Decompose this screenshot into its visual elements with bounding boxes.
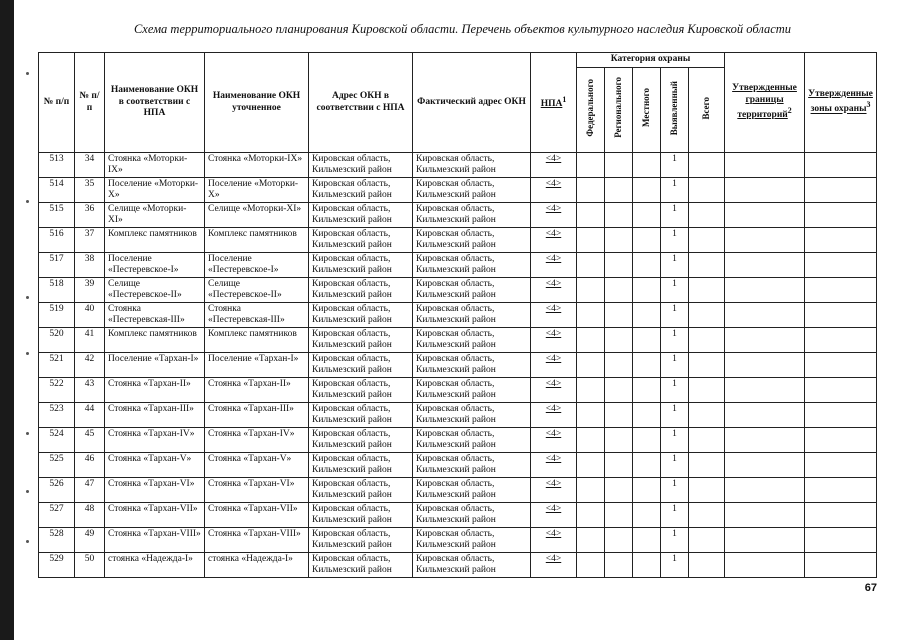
object-name-refined-cell: Селище «Пестеревское-II» <box>205 278 309 303</box>
federal-cell <box>577 503 605 528</box>
row-subnumber-cell: 35 <box>75 178 105 203</box>
local-cell <box>633 378 661 403</box>
npa-link-cell[interactable]: <4> <box>531 153 577 178</box>
table-row <box>39 403 877 428</box>
local-cell <box>633 203 661 228</box>
address-actual-cell: Кировская область, Кильмезский район <box>413 478 531 503</box>
address-npa-cell: Кировская область, Кильмезский район <box>309 453 413 478</box>
approved-zones-cell <box>805 278 877 303</box>
approved-borders-cell <box>725 228 805 253</box>
npa-link-cell[interactable]: <4> <box>531 353 577 378</box>
object-name-refined-cell: Поселение «Тархан-I» <box>205 353 309 378</box>
identified-cell: 1 <box>661 153 689 178</box>
row-subnumber-cell: 41 <box>75 328 105 353</box>
row-subnumber-cell: 39 <box>75 278 105 303</box>
approved-borders-cell <box>725 403 805 428</box>
object-name-cell: Стоянка «Пестеревская-III» <box>105 303 205 328</box>
total-cell <box>689 153 725 178</box>
local-cell <box>633 278 661 303</box>
header-name-npa: Наименование ОКН в соответствии с НПА <box>105 53 205 153</box>
total-cell <box>689 178 725 203</box>
approved-zones-cell <box>805 453 877 478</box>
npa-link-cell[interactable]: <4> <box>531 203 577 228</box>
local-cell <box>633 303 661 328</box>
total-cell <box>689 503 725 528</box>
row-number-cell: 528 <box>39 528 75 553</box>
header-address-actual: Фактический адрес ОКН <box>413 53 531 153</box>
header-local: Местного <box>633 68 661 153</box>
regional-cell <box>605 278 633 303</box>
header-approved-zones: Утвержденные зоны охраны$^3$ <box>805 53 877 153</box>
federal-cell <box>577 553 605 578</box>
approved-borders-cell <box>725 503 805 528</box>
approved-borders-cell <box>725 478 805 503</box>
federal-cell <box>577 528 605 553</box>
object-name-refined-cell: Стоянка «Тархан-II» <box>205 378 309 403</box>
approved-borders-cell <box>725 203 805 228</box>
approved-borders-cell <box>725 528 805 553</box>
npa-link-cell[interactable]: <4> <box>531 453 577 478</box>
address-npa-cell: Кировская область, Кильмезский район <box>309 553 413 578</box>
npa-link-cell[interactable]: <4> <box>531 478 577 503</box>
address-actual-cell: Кировская область, Кильмезский район <box>413 153 531 178</box>
object-name-cell: Стоянка «Тархан-II» <box>105 378 205 403</box>
table-row <box>39 178 877 203</box>
object-name-cell: Стоянка «Тархан-VI» <box>105 478 205 503</box>
row-subnumber-cell: 42 <box>75 353 105 378</box>
federal-cell <box>577 453 605 478</box>
federal-cell <box>577 403 605 428</box>
row-number-cell: 520 <box>39 328 75 353</box>
regional-cell <box>605 378 633 403</box>
total-cell <box>689 303 725 328</box>
local-cell <box>633 153 661 178</box>
address-npa-cell: Кировская область, Кильмезский район <box>309 203 413 228</box>
object-name-refined-cell: Стоянка «Тархан-IV» <box>205 428 309 453</box>
identified-cell: 1 <box>661 328 689 353</box>
total-cell <box>689 203 725 228</box>
header-npa: НПА$^1$ <box>531 53 577 153</box>
approved-zones-cell <box>805 478 877 503</box>
table-row <box>39 303 877 328</box>
federal-cell <box>577 153 605 178</box>
identified-cell: 1 <box>661 478 689 503</box>
regional-cell <box>605 428 633 453</box>
row-number-cell: 518 <box>39 278 75 303</box>
table-row <box>39 428 877 453</box>
address-actual-cell: Кировская область, Кильмезский район <box>413 553 531 578</box>
object-name-refined-cell: Стоянка «Тархан-VII» <box>205 503 309 528</box>
approved-zones-cell <box>805 328 877 353</box>
address-actual-cell: Кировская область, Кильмезский район <box>413 528 531 553</box>
address-npa-cell: Кировская область, Кильмезский район <box>309 478 413 503</box>
address-npa-cell: Кировская область, Кильмезский район <box>309 378 413 403</box>
address-actual-cell: Кировская область, Кильмезский район <box>413 378 531 403</box>
row-number-cell: 524 <box>39 428 75 453</box>
total-cell <box>689 353 725 378</box>
table-row <box>39 153 877 178</box>
object-name-cell: Поселение «Тархан-I» <box>105 353 205 378</box>
header-num-pp-1: № п/п <box>39 53 75 153</box>
object-name-cell: стоянка «Надежда-I» <box>105 553 205 578</box>
local-cell <box>633 503 661 528</box>
address-actual-cell: Кировская область, Кильмезский район <box>413 403 531 428</box>
regional-cell <box>605 478 633 503</box>
address-npa-cell: Кировская область, Кильмезский район <box>309 428 413 453</box>
federal-cell <box>577 178 605 203</box>
approved-zones-cell <box>805 378 877 403</box>
regional-cell <box>605 328 633 353</box>
federal-cell <box>577 353 605 378</box>
identified-cell: 1 <box>661 253 689 278</box>
regional-cell <box>605 253 633 278</box>
regional-cell <box>605 353 633 378</box>
table-row <box>39 253 877 278</box>
regional-cell <box>605 228 633 253</box>
regional-cell <box>605 553 633 578</box>
npa-link-cell[interactable]: <4> <box>531 553 577 578</box>
federal-cell <box>577 478 605 503</box>
local-cell <box>633 178 661 203</box>
identified-cell: 1 <box>661 403 689 428</box>
row-subnumber-cell: 46 <box>75 453 105 478</box>
regional-cell <box>605 453 633 478</box>
object-name-refined-cell: Стоянка «Тархан-V» <box>205 453 309 478</box>
header-address-npa: Адрес ОКН в соответствии с НПА <box>309 53 413 153</box>
table-row <box>39 528 877 553</box>
object-name-refined-cell: стоянка «Надежда-I» <box>205 553 309 578</box>
row-number-cell: 527 <box>39 503 75 528</box>
object-name-cell: Комплекс памятников <box>105 328 205 353</box>
regional-cell <box>605 403 633 428</box>
local-cell <box>633 353 661 378</box>
address-actual-cell: Кировская область, Кильмезский район <box>413 453 531 478</box>
approved-borders-cell <box>725 378 805 403</box>
object-name-refined-cell: Стоянка «Тархан-VI» <box>205 478 309 503</box>
regional-cell <box>605 178 633 203</box>
table-row <box>39 328 877 353</box>
npa-link-cell[interactable]: <4> <box>531 503 577 528</box>
table-row <box>39 553 877 578</box>
row-number-cell: 513 <box>39 153 75 178</box>
npa-link-cell[interactable]: <4> <box>531 278 577 303</box>
object-name-refined-cell: Селище «Моторки-XI» <box>205 203 309 228</box>
object-name-cell: Комплекс памятников <box>105 228 205 253</box>
row-number-cell: 523 <box>39 403 75 428</box>
total-cell <box>689 528 725 553</box>
address-npa-cell: Кировская область, Кильмезский район <box>309 503 413 528</box>
approved-borders-cell <box>725 278 805 303</box>
federal-cell <box>577 428 605 453</box>
header-identified: Выявленный <box>661 68 689 153</box>
npa-link-cell[interactable]: <4> <box>531 403 577 428</box>
total-cell <box>689 553 725 578</box>
header-approved-borders: Утвержденные границы территорий$^2$ <box>725 53 805 153</box>
row-subnumber-cell: 38 <box>75 253 105 278</box>
header-num-pp-2: № п/п <box>75 53 105 153</box>
total-cell <box>689 378 725 403</box>
approved-borders-cell <box>725 178 805 203</box>
row-number-cell: 525 <box>39 453 75 478</box>
approved-zones-cell <box>805 528 877 553</box>
identified-cell: 1 <box>661 378 689 403</box>
object-name-cell: Поселение «Моторки-X» <box>105 178 205 203</box>
identified-cell: 1 <box>661 428 689 453</box>
object-name-refined-cell: Поселение «Моторки-X» <box>205 178 309 203</box>
total-cell <box>689 253 725 278</box>
regional-cell <box>605 203 633 228</box>
address-npa-cell: Кировская область, Кильмезский район <box>309 353 413 378</box>
federal-cell <box>577 378 605 403</box>
row-number-cell: 517 <box>39 253 75 278</box>
header-name-refined: Наименование ОКН уточненное <box>205 53 309 153</box>
scan-edge-shadow <box>0 0 14 640</box>
address-npa-cell: Кировская область, Кильмезский район <box>309 253 413 278</box>
npa-link-cell[interactable]: <4> <box>531 528 577 553</box>
address-npa-cell: Кировская область, Кильмезский район <box>309 228 413 253</box>
header-total: Всего <box>689 68 725 153</box>
object-name-refined-cell: Стоянка «Тархан-VIII» <box>205 528 309 553</box>
local-cell <box>633 553 661 578</box>
address-actual-cell: Кировская область, Кильмезский район <box>413 228 531 253</box>
regional-cell <box>605 503 633 528</box>
row-number-cell: 529 <box>39 553 75 578</box>
local-cell <box>633 403 661 428</box>
row-subnumber-cell: 44 <box>75 403 105 428</box>
identified-cell: 1 <box>661 353 689 378</box>
npa-link-cell[interactable]: <4> <box>531 428 577 453</box>
row-subnumber-cell: 40 <box>75 303 105 328</box>
approved-zones-cell <box>805 353 877 378</box>
local-cell <box>633 478 661 503</box>
local-cell <box>633 453 661 478</box>
object-name-refined-cell: Стоянка «Моторки-IX» <box>205 153 309 178</box>
identified-cell: 1 <box>661 553 689 578</box>
row-subnumber-cell: 47 <box>75 478 105 503</box>
approved-zones-cell <box>805 553 877 578</box>
total-cell <box>689 453 725 478</box>
approved-borders-cell <box>725 153 805 178</box>
address-npa-cell: Кировская область, Кильмезский район <box>309 278 413 303</box>
identified-cell: 1 <box>661 503 689 528</box>
table-row <box>39 503 877 528</box>
regional-cell <box>605 303 633 328</box>
approved-zones-cell <box>805 153 877 178</box>
approved-borders-cell <box>725 428 805 453</box>
page-number: 67 <box>864 582 877 594</box>
federal-cell <box>577 328 605 353</box>
total-cell <box>689 228 725 253</box>
object-name-cell: Стоянка «Тархан-V» <box>105 453 205 478</box>
identified-cell: 1 <box>661 453 689 478</box>
regional-cell <box>605 528 633 553</box>
table-row <box>39 278 877 303</box>
identified-cell: 1 <box>661 228 689 253</box>
row-number-cell: 515 <box>39 203 75 228</box>
table-row <box>39 228 877 253</box>
address-actual-cell: Кировская область, Кильмезский район <box>413 328 531 353</box>
approved-borders-cell <box>725 353 805 378</box>
npa-link-cell[interactable]: <4> <box>531 228 577 253</box>
regional-cell <box>605 153 633 178</box>
row-subnumber-cell: 45 <box>75 428 105 453</box>
address-npa-cell: Кировская область, Кильмезский район <box>309 328 413 353</box>
object-name-refined-cell: Комплекс памятников <box>205 228 309 253</box>
local-cell <box>633 328 661 353</box>
header-category-group: Категория охраны <box>577 53 725 68</box>
approved-borders-cell <box>725 453 805 478</box>
row-subnumber-cell: 50 <box>75 553 105 578</box>
total-cell <box>689 278 725 303</box>
object-name-cell: Селище «Моторки-XI» <box>105 203 205 228</box>
row-subnumber-cell: 48 <box>75 503 105 528</box>
federal-cell <box>577 203 605 228</box>
object-name-refined-cell: Комплекс памятников <box>205 328 309 353</box>
approved-zones-cell <box>805 403 877 428</box>
table-row <box>39 378 877 403</box>
row-number-cell: 519 <box>39 303 75 328</box>
address-actual-cell: Кировская область, Кильмезский район <box>413 178 531 203</box>
row-number-cell: 514 <box>39 178 75 203</box>
identified-cell: 1 <box>661 303 689 328</box>
local-cell <box>633 228 661 253</box>
address-actual-cell: Кировская область, Кильмезский район <box>413 503 531 528</box>
object-name-refined-cell: Стоянка «Тархан-III» <box>205 403 309 428</box>
table-row <box>39 353 877 378</box>
margin-marks <box>26 60 32 580</box>
row-subnumber-cell: 34 <box>75 153 105 178</box>
approved-zones-cell <box>805 253 877 278</box>
approved-zones-cell <box>805 203 877 228</box>
total-cell <box>689 328 725 353</box>
object-name-cell: Стоянка «Моторки-IX» <box>105 153 205 178</box>
table-body <box>39 153 877 578</box>
federal-cell <box>577 278 605 303</box>
identified-cell: 1 <box>661 203 689 228</box>
npa-link-cell[interactable]: <4> <box>531 303 577 328</box>
row-number-cell: 521 <box>39 353 75 378</box>
federal-cell <box>577 253 605 278</box>
total-cell <box>689 428 725 453</box>
row-subnumber-cell: 49 <box>75 528 105 553</box>
object-name-cell: Селище «Пестеревское-II» <box>105 278 205 303</box>
address-npa-cell: Кировская область, Кильмезский район <box>309 528 413 553</box>
object-name-cell: Стоянка «Тархан-VIII» <box>105 528 205 553</box>
header-federal: Федерального <box>577 68 605 153</box>
local-cell <box>633 428 661 453</box>
identified-cell: 1 <box>661 278 689 303</box>
npa-link-cell[interactable]: <4> <box>531 253 577 278</box>
approved-borders-cell <box>725 303 805 328</box>
identified-cell: 1 <box>661 528 689 553</box>
federal-cell <box>577 228 605 253</box>
table-row <box>39 453 877 478</box>
heritage-table <box>38 52 877 578</box>
approved-zones-cell <box>805 428 877 453</box>
object-name-cell: Стоянка «Тархан-VII» <box>105 503 205 528</box>
federal-cell <box>577 303 605 328</box>
address-actual-cell: Кировская область, Кильмезский район <box>413 203 531 228</box>
table-row <box>39 478 877 503</box>
address-actual-cell: Кировская область, Кильмезский район <box>413 428 531 453</box>
address-npa-cell: Кировская область, Кильмезский район <box>309 403 413 428</box>
approved-borders-cell <box>725 328 805 353</box>
approved-borders-cell <box>725 253 805 278</box>
npa-link-cell[interactable]: <4> <box>531 378 577 403</box>
document-title: Схема территориального планирования Кировской области. Перечень объектов культурного наследия Кировской области <box>133 22 792 36</box>
approved-zones-cell <box>805 178 877 203</box>
total-cell <box>689 478 725 503</box>
npa-link-cell[interactable]: <4> <box>531 328 577 353</box>
header-regional: Регионального <box>605 68 633 153</box>
approved-zones-cell <box>805 228 877 253</box>
row-number-cell: 516 <box>39 228 75 253</box>
address-actual-cell: Кировская область, Кильмезский район <box>413 303 531 328</box>
address-actual-cell: Кировская область, Кильмезский район <box>413 278 531 303</box>
row-number-cell: 526 <box>39 478 75 503</box>
row-number-cell: 522 <box>39 378 75 403</box>
object-name-refined-cell: Поселение «Пестеревское-I» <box>205 253 309 278</box>
table-row <box>39 203 877 228</box>
total-cell <box>689 403 725 428</box>
address-npa-cell: Кировская область, Кильмезский район <box>309 153 413 178</box>
row-subnumber-cell: 36 <box>75 203 105 228</box>
identified-cell: 1 <box>661 178 689 203</box>
approved-zones-cell <box>805 303 877 328</box>
row-subnumber-cell: 37 <box>75 228 105 253</box>
local-cell <box>633 528 661 553</box>
approved-zones-cell <box>805 503 877 528</box>
object-name-refined-cell: Стоянка «Пестеревская-III» <box>205 303 309 328</box>
address-npa-cell: Кировская область, Кильмезский район <box>309 178 413 203</box>
address-npa-cell: Кировская область, Кильмезский район <box>309 303 413 328</box>
address-actual-cell: Кировская область, Кильмезский район <box>413 353 531 378</box>
npa-link-cell[interactable]: <4> <box>531 178 577 203</box>
local-cell <box>633 253 661 278</box>
object-name-cell: Стоянка «Тархан-IV» <box>105 428 205 453</box>
address-actual-cell: Кировская область, Кильмезский район <box>413 253 531 278</box>
row-subnumber-cell: 43 <box>75 378 105 403</box>
object-name-cell: Поселение «Пестеревское-I» <box>105 253 205 278</box>
approved-borders-cell <box>725 553 805 578</box>
object-name-cell: Стоянка «Тархан-III» <box>105 403 205 428</box>
